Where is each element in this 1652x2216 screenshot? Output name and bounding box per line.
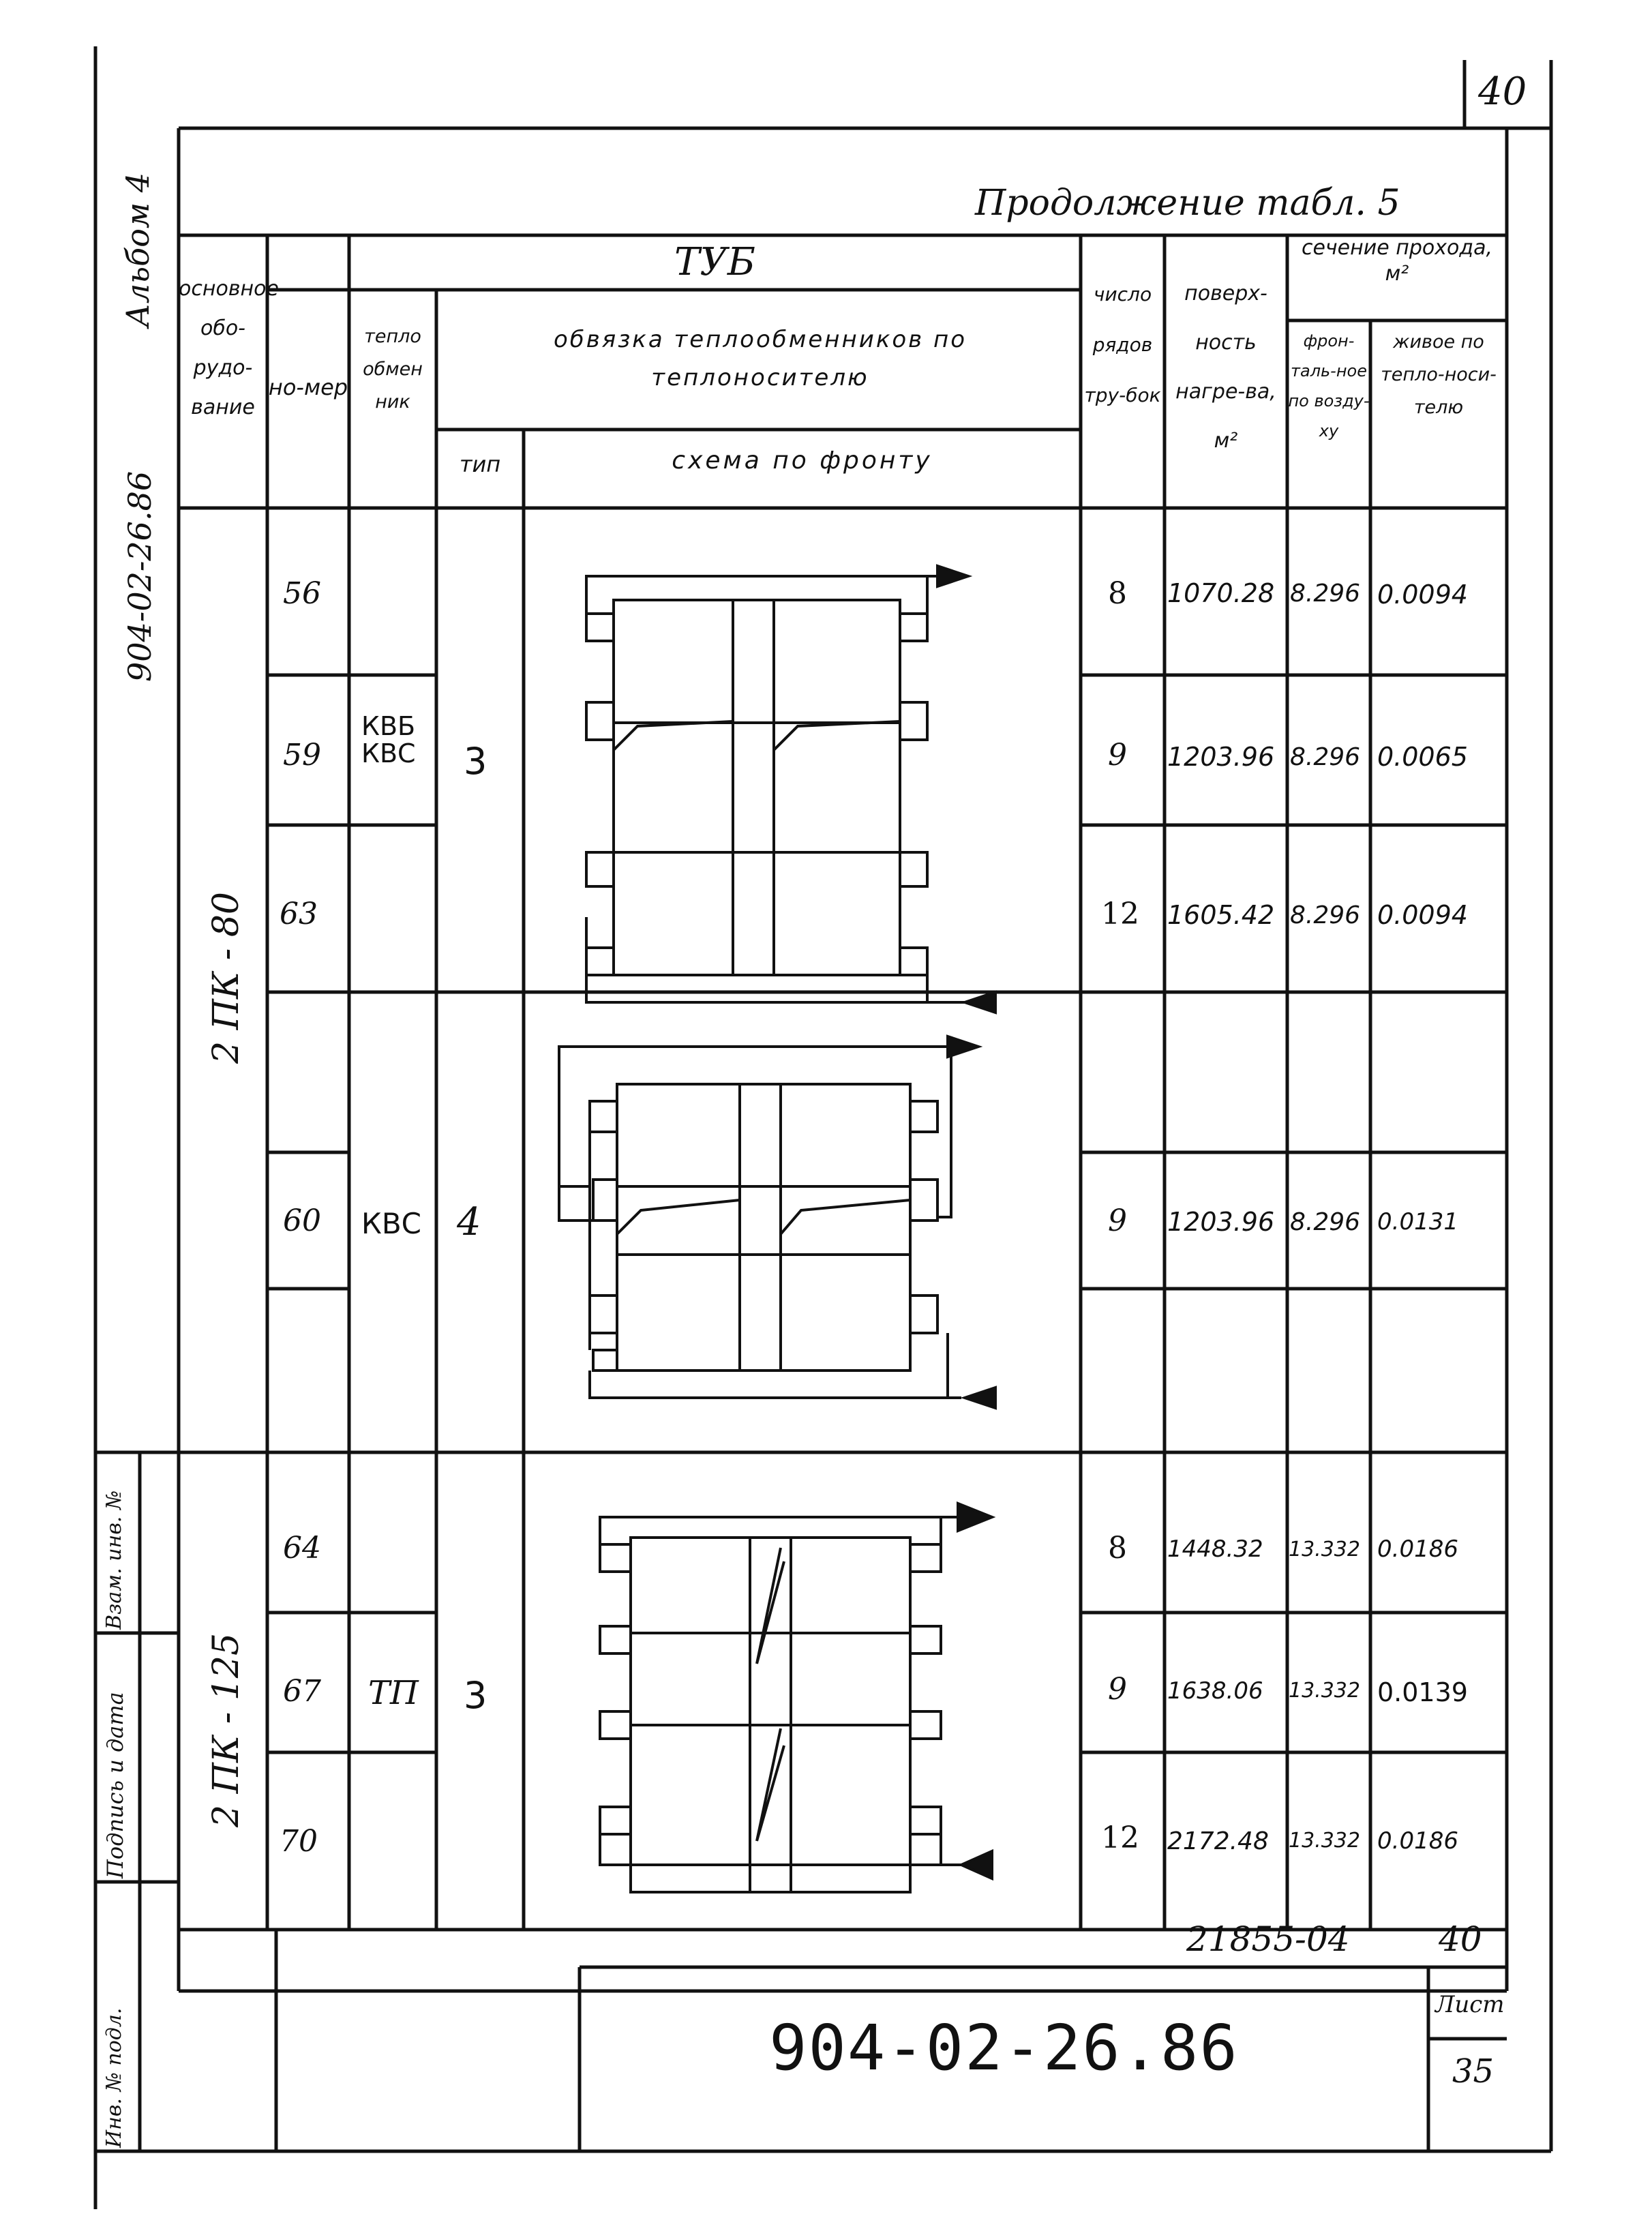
- row-tube-rows: 12: [1101, 897, 1139, 931]
- type-3-block3: 3: [464, 1674, 487, 1717]
- row-surface: 1638.06: [1167, 1677, 1263, 1705]
- row-live: 0.0186: [1377, 1827, 1458, 1855]
- type-3-block1: 3: [464, 740, 487, 783]
- row-surface: 2172.48: [1167, 1827, 1269, 1855]
- row-live: 0.0094: [1377, 900, 1468, 930]
- row-surface: 1448.32: [1167, 1536, 1263, 1563]
- row-front: 13.332: [1289, 1679, 1360, 1703]
- side-code: 904-02-26.86: [121, 470, 158, 682]
- album-label: Альбом 4: [119, 173, 156, 327]
- row-tube-rows: 8: [1108, 1531, 1127, 1566]
- row-front: 8.296: [1290, 743, 1361, 771]
- row-tube-rows: 9: [1108, 738, 1127, 773]
- order-number: 21855-04: [1186, 1919, 1350, 1959]
- type-4-block2: 4: [457, 1200, 481, 1244]
- header-section: сечение прохода, м²: [1301, 236, 1493, 286]
- row-tube-rows: 8: [1108, 576, 1127, 611]
- row-number: 60: [283, 1203, 321, 1238]
- row-front: 13.332: [1289, 1829, 1360, 1853]
- header-front-air: фрон-таль-ное по возду-ху: [1288, 331, 1370, 440]
- row-surface: 1070.28: [1167, 578, 1275, 608]
- header-heat-exchanger: тепло обмен ник: [363, 326, 423, 413]
- sheet-small: 40: [1439, 1919, 1482, 1959]
- margin-inv-replace: Взам. инв. №: [102, 1490, 126, 1630]
- row-live: 0.0131: [1377, 1208, 1458, 1236]
- document-code: 904-02-26.86: [769, 2011, 1239, 2084]
- row-number: 63: [280, 897, 318, 931]
- equipment-2pk80: 2 ПК - 80: [206, 891, 247, 1064]
- row-surface: 1605.42: [1167, 900, 1275, 930]
- row-live: 0.0065: [1377, 742, 1468, 772]
- header-type: тип: [459, 451, 501, 477]
- row-surface: 1203.96: [1167, 1207, 1275, 1237]
- row-front: 8.296: [1290, 1208, 1361, 1236]
- header-front-scheme: схема по фронту: [672, 447, 933, 475]
- header-main-equipment: основное обо-рудо-вание: [179, 277, 279, 419]
- row-front: 8.296: [1290, 901, 1361, 929]
- row-tube-rows: 9: [1108, 1672, 1127, 1707]
- row-surface: 1203.96: [1167, 742, 1275, 772]
- header-number: но-мер: [268, 374, 348, 400]
- margin-sign-date: Подпись и дата: [102, 1692, 128, 1878]
- scheme-type3-kvb: [586, 566, 995, 1013]
- scheme-type3-tp: [600, 1503, 992, 1892]
- row-tube-rows: 12: [1101, 1821, 1139, 1855]
- row-tube-rows: 9: [1108, 1203, 1127, 1238]
- row-live: 0.0094: [1377, 580, 1468, 610]
- header-heating-surface: поверх-ность нагре-ва, м²: [1175, 282, 1276, 453]
- exchanger-kvb-kvs: КВБ КВС: [361, 711, 416, 768]
- exchanger-kvs: КВС: [361, 1207, 421, 1240]
- row-live: 0.0186: [1377, 1536, 1458, 1563]
- row-number: 70: [280, 1824, 318, 1859]
- row-number: 59: [283, 738, 321, 773]
- row-number: 56: [283, 576, 321, 611]
- row-front: 8.296: [1290, 580, 1361, 608]
- equipment-2pk125: 2 ПК - 125: [206, 1632, 247, 1827]
- header-live-coolant: живое по тепло-носи-телю: [1381, 331, 1497, 418]
- sheet-label: Лист: [1435, 1991, 1505, 2018]
- scheme-type4-kvs: [559, 1036, 995, 1408]
- margin-inv-orig: Инв. № подл.: [102, 2007, 126, 2148]
- header-tube-rows: число рядов тру-бок: [1084, 283, 1161, 406]
- row-number: 64: [283, 1531, 321, 1566]
- continuation-title: Продолжение табл. 5: [975, 183, 1400, 224]
- row-live: 0.0139: [1377, 1677, 1468, 1707]
- exchanger-tp: ТП: [368, 1674, 419, 1712]
- header-piping: обвязка теплообменников по теплоносителю: [553, 326, 967, 391]
- row-number: 67: [283, 1674, 321, 1709]
- sheet-number: 35: [1452, 2052, 1495, 2091]
- header-group-tub: ТУБ: [674, 240, 755, 284]
- page-number: 40: [1478, 70, 1527, 114]
- row-front: 13.332: [1289, 1538, 1360, 1561]
